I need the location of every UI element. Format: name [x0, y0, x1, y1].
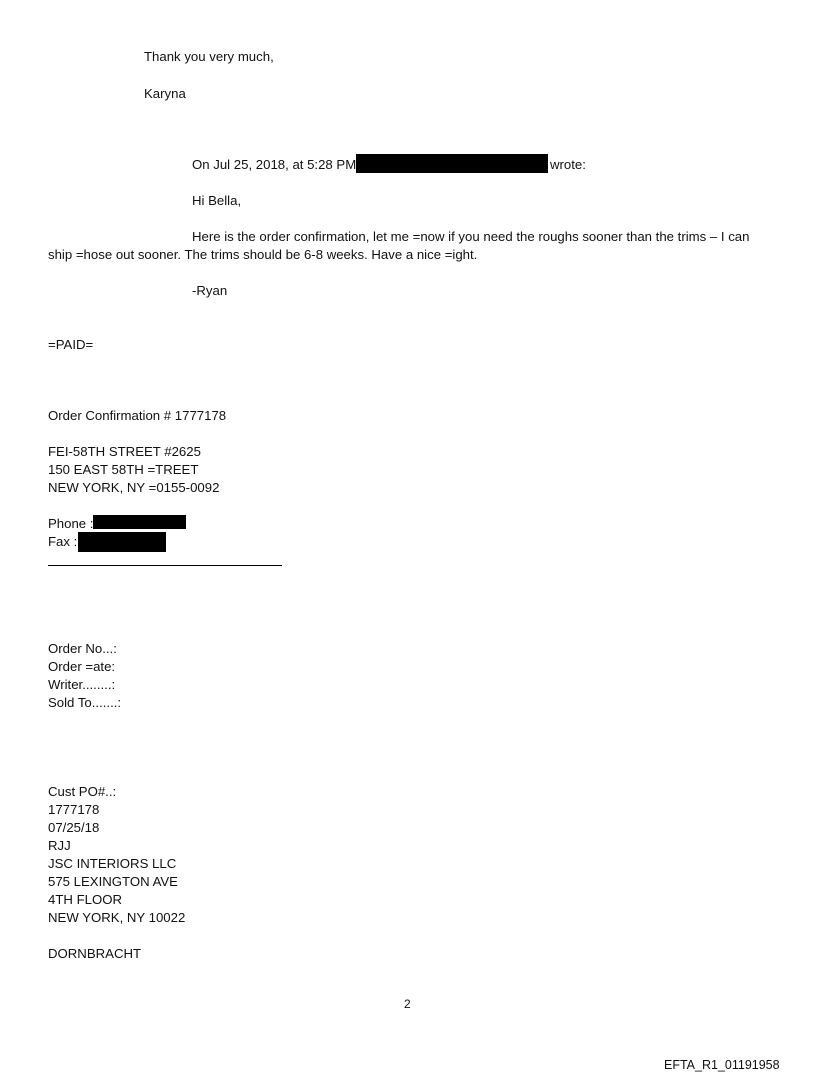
sold-to-company: JSC INTERIORS LLC: [48, 856, 177, 871]
redacted-phone: [93, 515, 186, 529]
sold-to-label: Sold To.......:: [48, 695, 122, 710]
fax-label: Fax :: [48, 534, 78, 549]
cust-po-label: Cust PO#..:: [48, 784, 117, 799]
address-line-2: 150 EAST 58TH =TREET: [48, 462, 199, 477]
quoted-header-prefix: On Jul 25, 2018, at 5:28 PM: [192, 157, 357, 172]
sold-to-city: NEW YORK, NY 10022: [48, 910, 186, 925]
writer-value: RJJ: [48, 838, 71, 853]
message-greeting: Hi Bella,: [192, 193, 242, 208]
document-id: EFTA_R1_01191958: [664, 1058, 780, 1072]
address-line-1: FEI-58TH STREET #2625: [48, 444, 201, 459]
address-line-3: NEW YORK, NY =0155-0092: [48, 480, 220, 495]
phone-label: Phone :: [48, 516, 94, 531]
sold-to-floor: 4TH FLOOR: [48, 892, 123, 907]
order-date-label: Order =ate:: [48, 659, 116, 674]
message-signoff: -Ryan: [192, 283, 228, 298]
quoted-header-suffix: wrote:: [550, 157, 586, 172]
section-divider: [48, 565, 282, 566]
order-confirmation-heading: Order Confirmation # 1777178: [48, 408, 227, 423]
redacted-sender: [356, 154, 548, 173]
closing-signature: Karyna: [144, 86, 186, 101]
paid-status: =PAID=: [48, 337, 94, 352]
sold-to-street: 575 LEXINGTON AVE: [48, 874, 178, 889]
message-body-line-1: Here is the order confirmation, let me =now if you need the roughs sooner than the trims – I can: [192, 229, 750, 244]
closing-thanks: Thank you very much,: [144, 49, 274, 64]
order-number-label: Order No...:: [48, 641, 117, 656]
writer-label: Writer........:: [48, 677, 116, 692]
redacted-fax: [78, 532, 166, 552]
brand-name: DORNBRACHT: [48, 946, 142, 961]
order-date-value: 07/25/18: [48, 820, 100, 835]
page-number: 2: [404, 997, 411, 1011]
message-body-line-2: ship =hose out sooner. The trims should be 6-8 weeks. Have a nice =ight.: [48, 247, 478, 262]
order-number-value: 1777178: [48, 802, 100, 817]
